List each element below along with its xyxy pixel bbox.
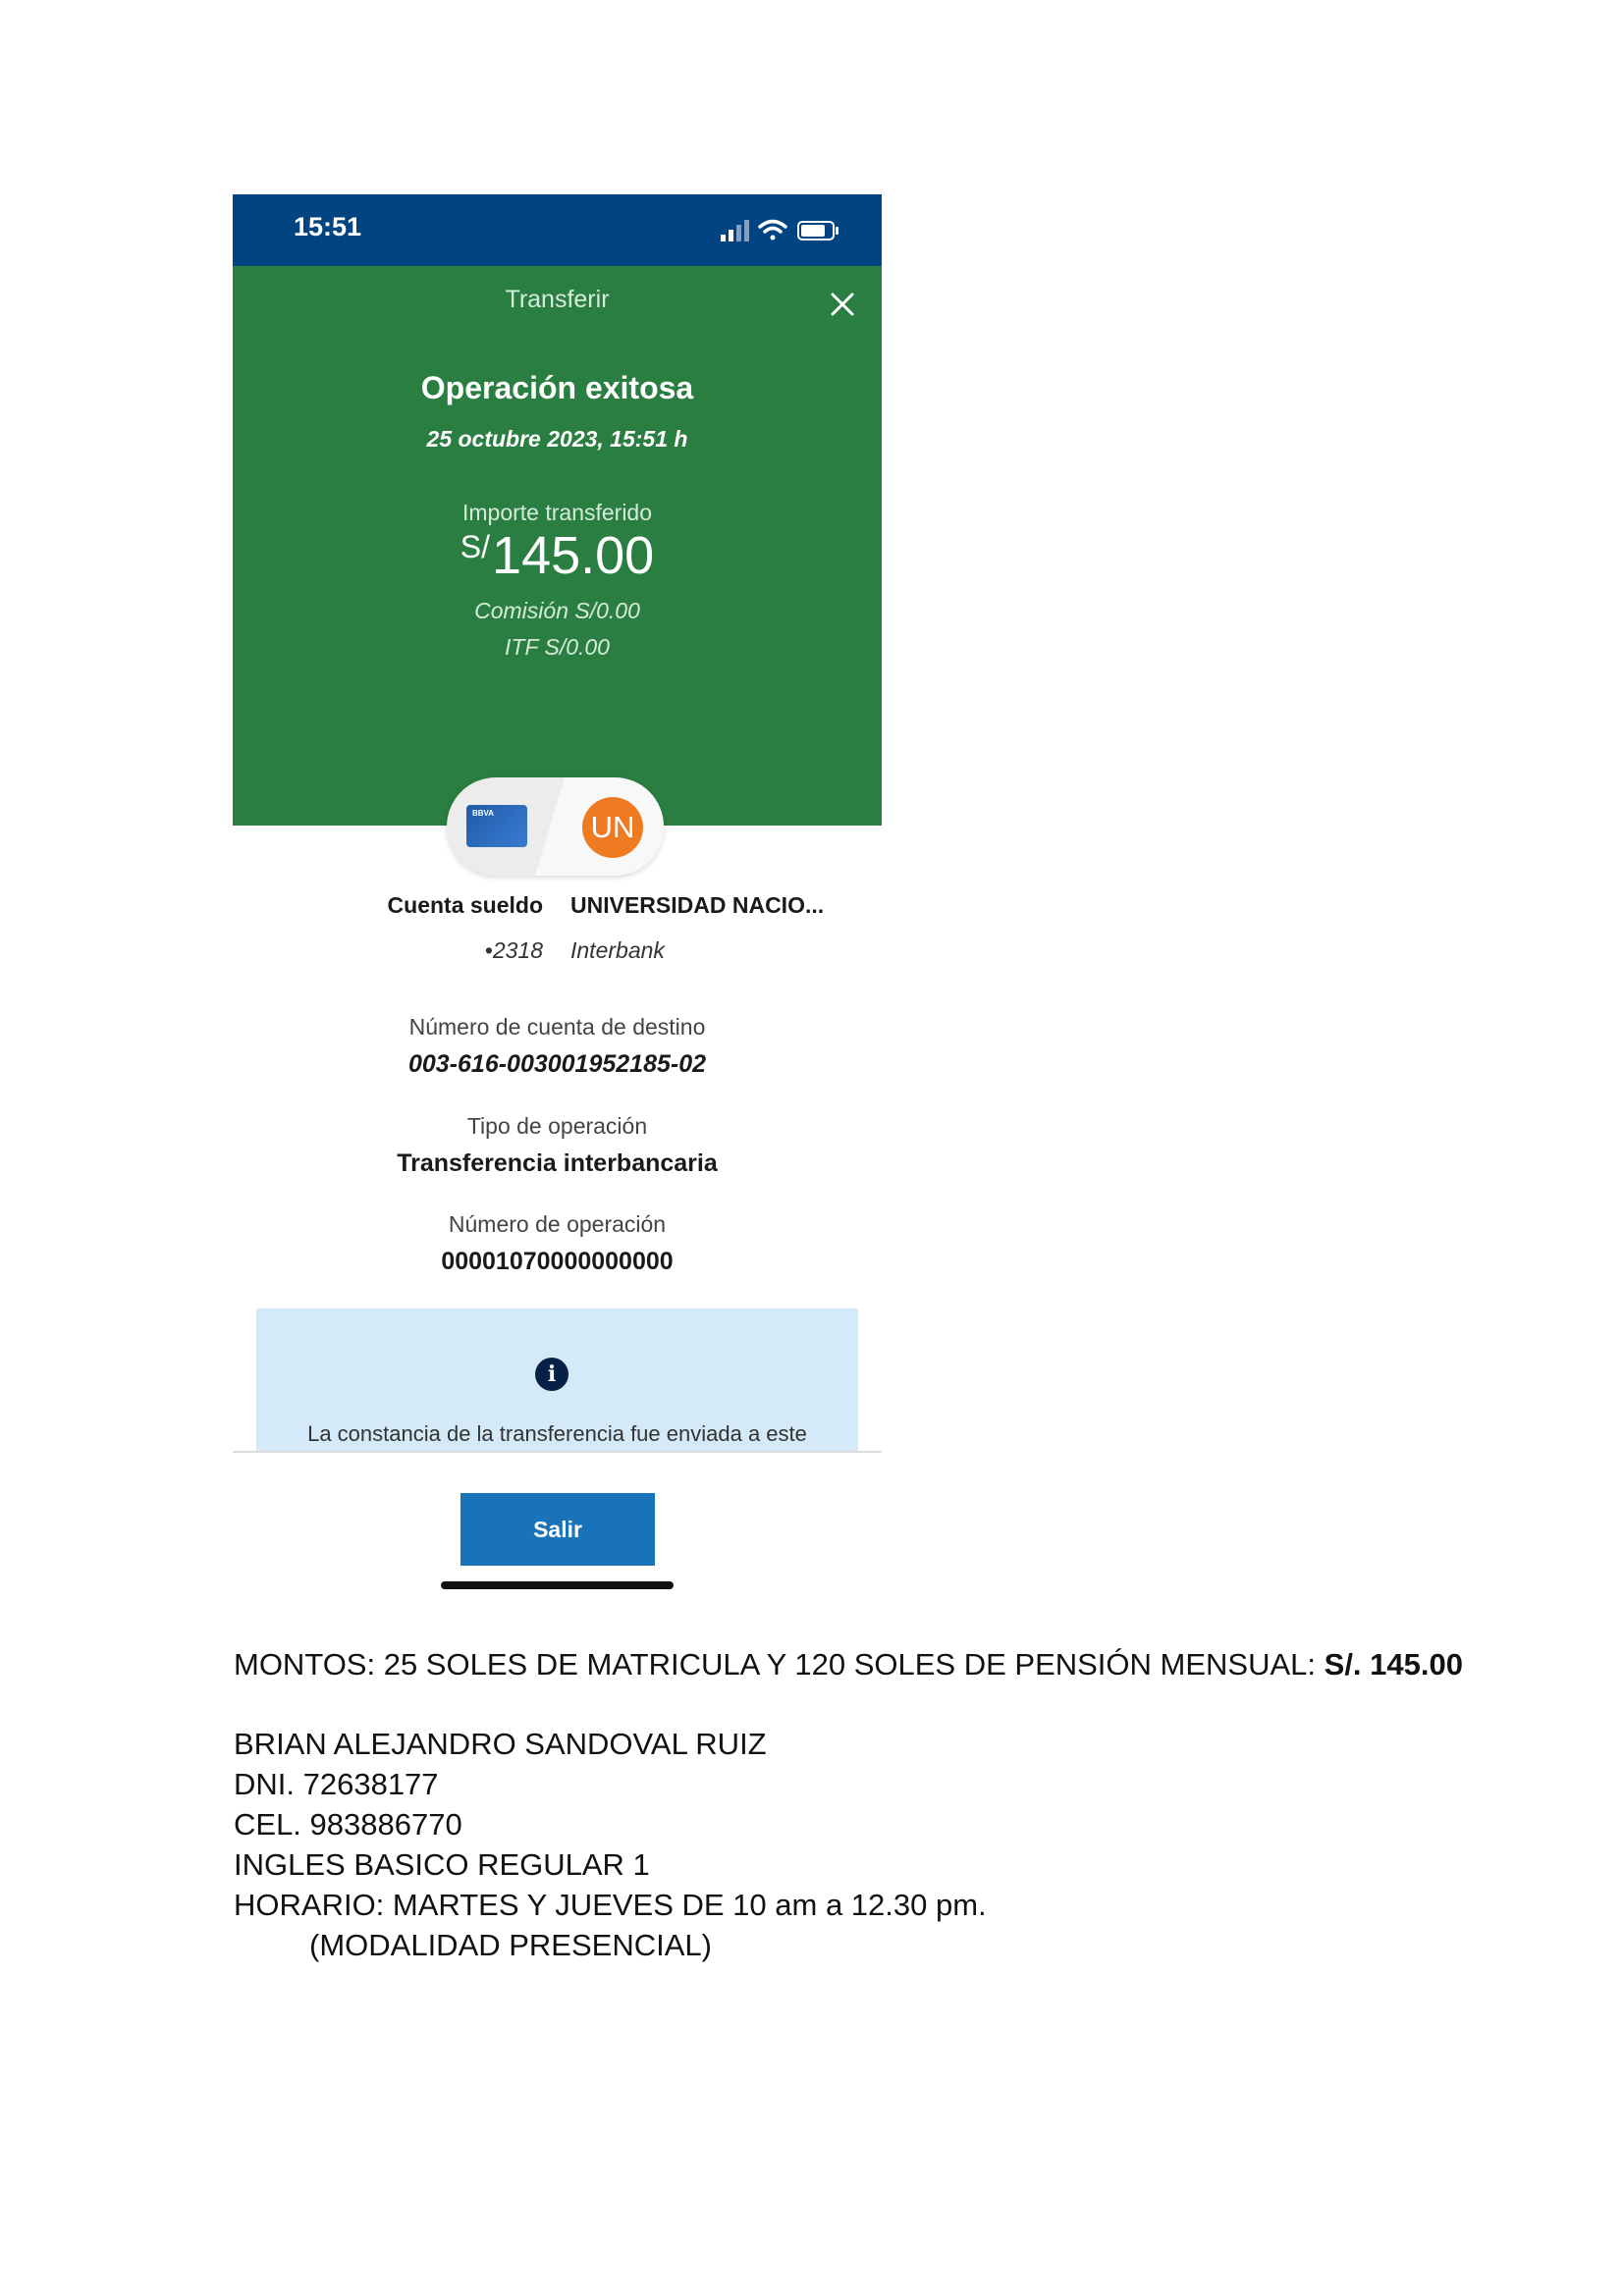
amounts-text: MONTOS: 25 SOLES DE MATRICULA Y 120 SOLES DE PENSIÓN MENSUAL: bbox=[234, 1647, 1325, 1682]
itf-line: ITF S/0.00 bbox=[505, 634, 610, 660]
wifi-icon bbox=[760, 222, 785, 240]
operation-number-value: 00001070000000000 bbox=[441, 1248, 674, 1275]
parties-pill bbox=[447, 777, 664, 876]
status-icons bbox=[721, 216, 848, 245]
destination-avatar: UN bbox=[582, 797, 643, 858]
operation-type-label: Tipo de operación bbox=[466, 1113, 648, 1139]
success-panel bbox=[233, 266, 882, 826]
divider bbox=[233, 1451, 882, 1453]
info-text: La constancia de la transferencia fue enviada a este bbox=[307, 1421, 807, 1446]
operation-number-label: Número de operación bbox=[448, 1211, 667, 1237]
origin-account-name: Cuenta sueldo bbox=[387, 892, 543, 918]
fee-line: Comisión S/0.00 bbox=[474, 598, 640, 623]
home-indicator bbox=[441, 1581, 674, 1589]
amounts-line bbox=[234, 1647, 1463, 1682]
phone-screenshot bbox=[233, 194, 882, 1593]
battery-icon bbox=[798, 222, 839, 240]
nav-title: Transferir bbox=[505, 286, 610, 313]
amount-display bbox=[233, 525, 882, 594]
close-icon[interactable] bbox=[830, 292, 855, 317]
amount-value: 145.00 bbox=[492, 526, 655, 585]
destination-bank: Interbank bbox=[570, 937, 665, 963]
operation-type-value: Transferencia interbancaria bbox=[397, 1149, 718, 1177]
operation-date: 25 octubre 2023, 15:51 h bbox=[426, 426, 688, 452]
exit-button[interactable]: Salir bbox=[460, 1493, 655, 1566]
bbva-card-icon bbox=[466, 805, 527, 847]
success-title: Operación exitosa bbox=[420, 370, 694, 405]
status-bar bbox=[233, 194, 882, 266]
amounts-total: S/. 145.00 bbox=[1324, 1647, 1463, 1682]
destination-account-value: 003-616-003001952185-02 bbox=[407, 1050, 707, 1078]
cel-line: CEL. 983886770 bbox=[234, 1807, 462, 1842]
student-name: BRIAN ALEJANDRO SANDOVAL RUIZ bbox=[234, 1727, 767, 1761]
card-brand-text: BBVA bbox=[472, 809, 495, 818]
origin-account-number: •2318 bbox=[484, 937, 543, 963]
modality-line: (MODALIDAD PRESENCIAL) bbox=[309, 1928, 712, 1962]
signal-icon bbox=[721, 220, 749, 241]
dni-line: DNI. 72638177 bbox=[234, 1767, 439, 1801]
destination-account-label: Número de cuenta de destino bbox=[408, 1014, 706, 1040]
amount-label: Importe transferido bbox=[461, 500, 653, 525]
status-time: 15:51 bbox=[294, 212, 362, 241]
amount-currency: S/ bbox=[460, 529, 491, 564]
info-banner bbox=[256, 1308, 858, 1451]
schedule-line: HORARIO: MARTES Y JUEVES DE 10 am a 12.30 pm. bbox=[234, 1888, 987, 1922]
info-icon: i bbox=[535, 1358, 568, 1391]
destination-name: UNIVERSIDAD NACIO... bbox=[570, 892, 825, 918]
course-line: INGLES BASICO REGULAR 1 bbox=[234, 1847, 650, 1882]
